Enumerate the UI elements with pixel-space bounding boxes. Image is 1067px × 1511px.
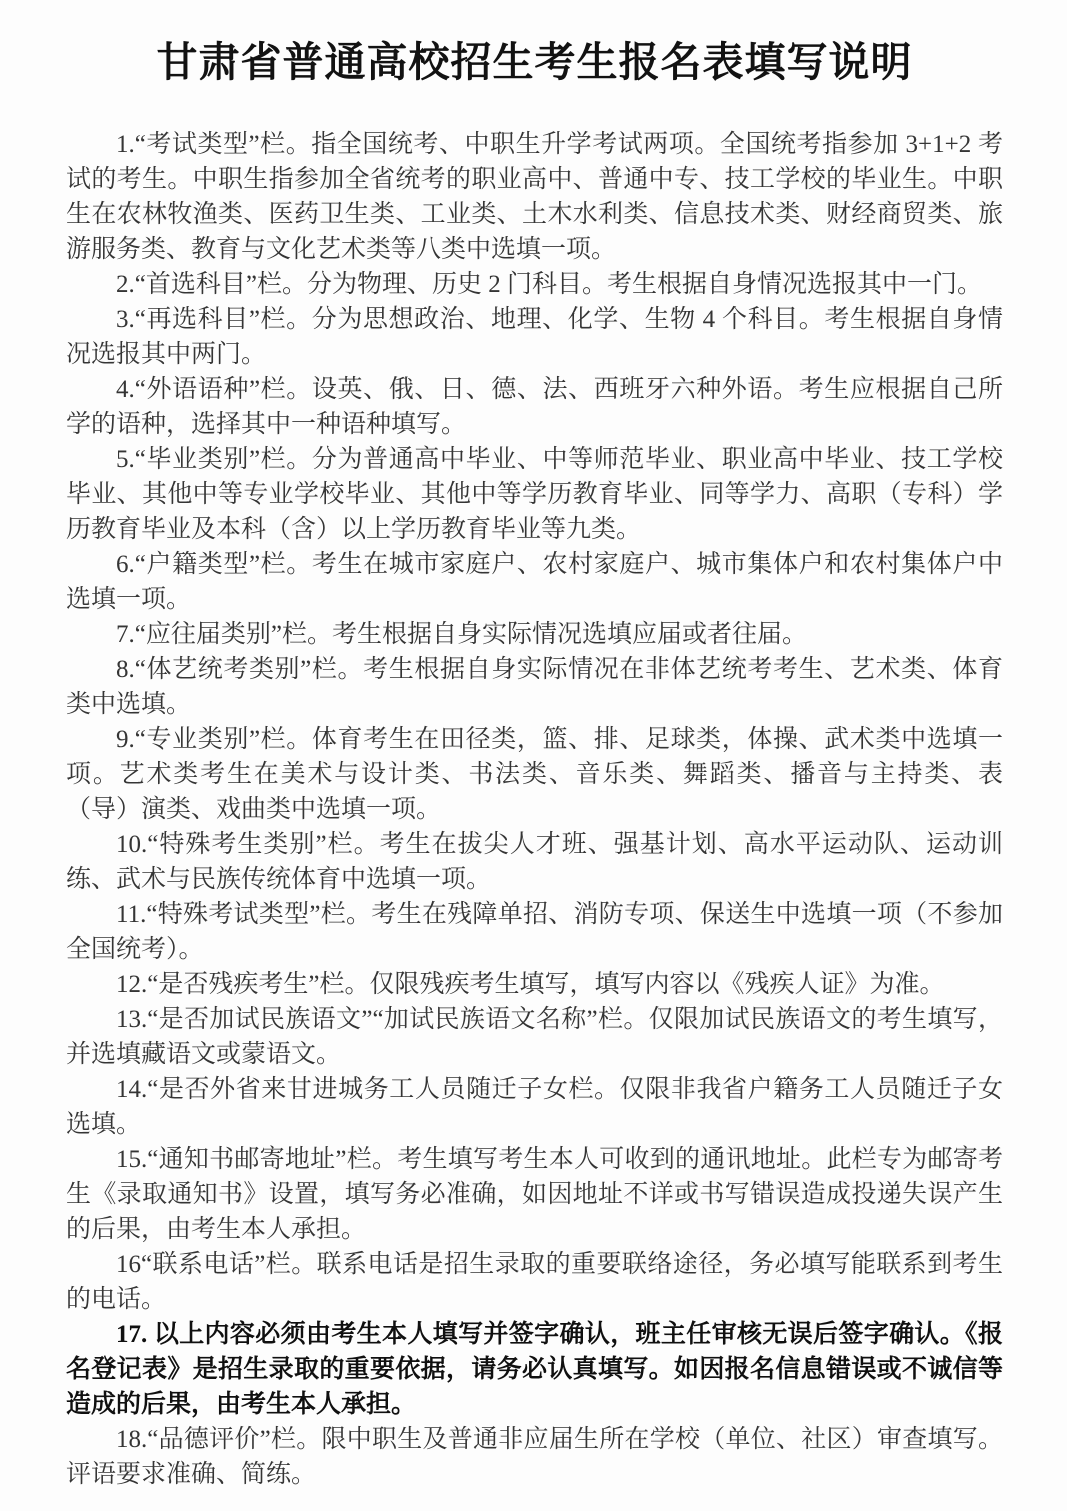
instruction-item-2: 2.“首选科目”栏。分为物理、历史 2 门科目。考生根据自身情况选报其中一门。 (116, 271, 982, 299)
instruction-item-17: 17. 以上内容必须由考生本人填写并签字确认，班主任审核无误后签字确认。《报名登记表》是招生录取的重要依据，请务必认真填写。如因报名信息错误或不诚信等造成的后果，由考生本人承担。 (66, 1321, 1003, 1419)
instruction-item-16: 16“联系电话”栏。联系电话是招生录取的重要联络途径，务必填写能联系到考生的电话。 (66, 1251, 1003, 1314)
instruction-item-11: 11.“特殊考试类型”栏。考生在残障单招、消防专项、保送生中选填一项（不参加全国统考）。 (66, 901, 1003, 964)
instruction-item-18: 18.“品德评价”栏。限中职生及普通非应届生所在学校（单位、社区）审查填写。评语要求准确、简练。 (66, 1426, 1003, 1489)
page-title: 甘肃省普通高校招生考生报名表填写说明 (156, 39, 913, 85)
instruction-item-10: 10.“特殊考生类别”栏。考生在拔尖人才班、强基计划、高水平运动队、运动训练、武术与民族传统体育中选填一项。 (66, 831, 1003, 894)
instruction-item-4: 4.“外语语种”栏。设英、俄、日、德、法、西班牙六种外语。考生应根据自己所学的语种，选择其中一种语种填写。 (66, 376, 1003, 439)
instruction-item-1: 1.“考试类型”栏。指全国统考、中职生升学考试两项。全国统考指参加 3+1+2 考试的考生。中职生指参加全省统考的职业高中、普通中专、技工学校的毕业生。中职生在农林牧渔类、医药卫生类、工业类、土木水利类、信息技术类、财经商贸类、旅游服务类、教育与文化艺术类等八类中选填一项。 (66, 131, 1003, 264)
instruction-item-13: 13.“是否加试民族语文”“加试民族语文名称”栏。仅限加试民族语文的考生填写，并选填藏语文或蒙语文。 (66, 1006, 1003, 1069)
instruction-item-9: 9.“专业类别”栏。体育考生在田径类，篮、排、足球类，体操、武术类中选填一项。艺术类考生在美术与设计类、书法类、音乐类、舞蹈类、播音与主持类、表（导）演类、戏曲类中选填一项。 (66, 726, 1003, 824)
instruction-item-5: 5.“毕业类别”栏。分为普通高中毕业、中等师范毕业、职业高中毕业、技工学校毕业、其他中等专业学校毕业、其他中等学历教育毕业、同等学力、高职（专科）学历教育毕业及本科（含）以上学历教育毕业等九类。 (66, 446, 1003, 544)
instruction-item-6: 6.“户籍类型”栏。考生在城市家庭户、农村家庭户、城市集体户和农村集体户中选填一项。 (66, 551, 1003, 614)
instruction-item-3: 3.“再选科目”栏。分为思想政治、地理、化学、生物 4 个科目。考生根据自身情况选报其中两门。 (66, 306, 1003, 369)
instruction-item-15: 15.“通知书邮寄地址”栏。考生填写考生本人可收到的通讯地址。此栏专为邮寄考生《录取通知书》设置，填写务必准确，如因地址不详或书写错误造成投递失误产生的后果，由考生本人承担。 (66, 1146, 1003, 1244)
instruction-item-8: 8.“体艺统考类别”栏。考生根据自身实际情况在非体艺统考考生、艺术类、体育类中选填。 (66, 656, 1003, 719)
instruction-item-12: 12.“是否残疾考生”栏。仅限残疾考生填写，填写内容以《残疾人证》为准。 (116, 971, 945, 999)
instruction-item-7: 7.“应往届类别”栏。考生根据自身实际情况选填应届或者往届。 (116, 621, 807, 649)
instruction-item-14: 14.“是否外省来甘进城务工人员随迁子女栏。仅限非我省户籍务工人员随迁子女选填。 (66, 1076, 1003, 1139)
